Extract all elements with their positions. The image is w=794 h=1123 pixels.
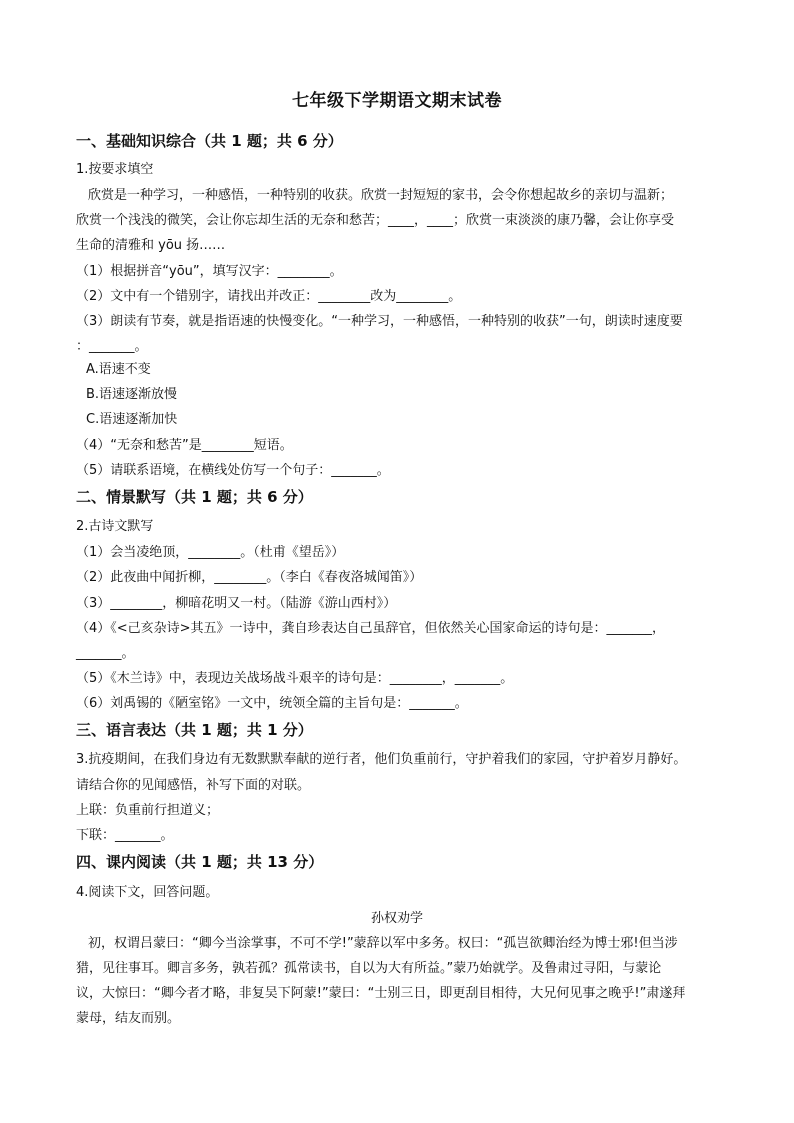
section-2-header: 二、情景默写（共 1 题；共 6 分） <box>76 488 313 506</box>
passage-line: 生命的清雅和 yōu 扬…… <box>76 238 226 253</box>
couplet-lower: 下联：_______。 <box>76 828 174 843</box>
sub-question: （3）朗读有节奏，就是指语速的快慢变化。“一种学习，一种感悟，一种特别的收获”一句，朗读时速度要 <box>76 314 683 329</box>
option-b: B.语速逐渐放慢 <box>86 387 178 402</box>
question-3-text: 请结合你的见闻感悟，补写下面的对联。 <box>76 778 311 793</box>
passage-line: 初，权谓吕蒙曰：“卿今当涂掌事，不可不学!”蒙辞以军中多务。权曰：“孤岂欲卿治经为博士邪!但当涉 <box>88 936 678 951</box>
couplet-upper: 上联：负重前行担道义； <box>76 803 220 818</box>
sub-question-continuation: ：_______。 <box>76 339 148 354</box>
section-1-header: 一、基础知识综合（共 1 题；共 6 分） <box>76 132 343 150</box>
question-4-title: 4.阅读下文，回答问题。 <box>76 885 219 900</box>
section-3-header: 三、语言表达（共 1 题；共 1 分） <box>76 721 313 739</box>
sub-question: （4）“无奈和愁苦”是________短语。 <box>76 438 293 453</box>
sub-question: （2）文中有一个错别字，请找出并改正：________改为________。 <box>76 289 462 304</box>
passage-title: 孙权劝学 <box>370 911 423 926</box>
question-2-title: 2.古诗文默写 <box>76 519 154 534</box>
option-c: C.语速逐渐加快 <box>86 412 178 427</box>
passage-line: 欣赏一个浅浅的微笑，会让你忘却生活的无奈和愁苦；____，____；欣赏一束淡淡的康乃馨，会让你享受 <box>76 213 675 228</box>
recitation-line: （6）刘禹锡的《陋室铭》一文中，统领全篇的主旨句是：_______。 <box>76 696 468 711</box>
recitation-line: （1）会当凌绝顶，________。（杜甫《望岳》） <box>76 545 345 560</box>
passage-line: 欣赏是一种学习，一种感悟，一种特别的收获。欣赏一封短短的家书，会令你想起故乡的亲切与温新； <box>88 188 674 203</box>
recitation-line: （4）《<己亥杂诗>其五》一诗中，龚自珍表达自己虽辞官，但依然关心国家命运的诗句是：_______， <box>76 621 666 636</box>
sub-question: （5）请联系语境，在横线处仿写一个句子：_______。 <box>76 463 390 478</box>
passage-line: 蒙母，结友而别。 <box>76 1011 181 1026</box>
question-1-title: 1.按要求填空 <box>76 162 154 177</box>
recitation-line-continuation: _______。 <box>76 646 135 661</box>
option-a: A.语速不变 <box>86 362 151 377</box>
passage-line: 议，大惊曰：“卿今者才略，非复吴下阿蒙!”蒙曰：“士别三日，即更刮目相待，大兄何见事之晚乎!”肃遂拜 <box>76 986 686 1001</box>
recitation-line: （5）《木兰诗》中，表现边关战场战斗艰辛的诗句是：________，_______。 <box>76 671 514 686</box>
page-title: 七年级下学期语文期末试卷 <box>292 91 502 111</box>
section-4-header: 四、课内阅读（共 1 题；共 13 分） <box>76 853 324 871</box>
question-3-text: 3.抗疫期间，在我们身边有无数默默奉献的逆行者，他们负重前行，守护着我们的家园，守护着岁月静好。 <box>76 752 687 767</box>
passage-line: 猎，见往事耳。卿言多务，孰若孤？孤常读书，自以为大有所益。”蒙乃始就学。及鲁肃过寻阳，与蒙论 <box>76 961 662 976</box>
sub-question: （1）根据拼音“yōu”，填写汉字：________。 <box>76 264 343 279</box>
recitation-line: （3）________，柳暗花明又一村。（陆游《游山西村》） <box>76 596 397 611</box>
recitation-line: （2）此夜曲中闻折柳，________。（李白《春夜洛城闻笛》） <box>76 570 423 585</box>
